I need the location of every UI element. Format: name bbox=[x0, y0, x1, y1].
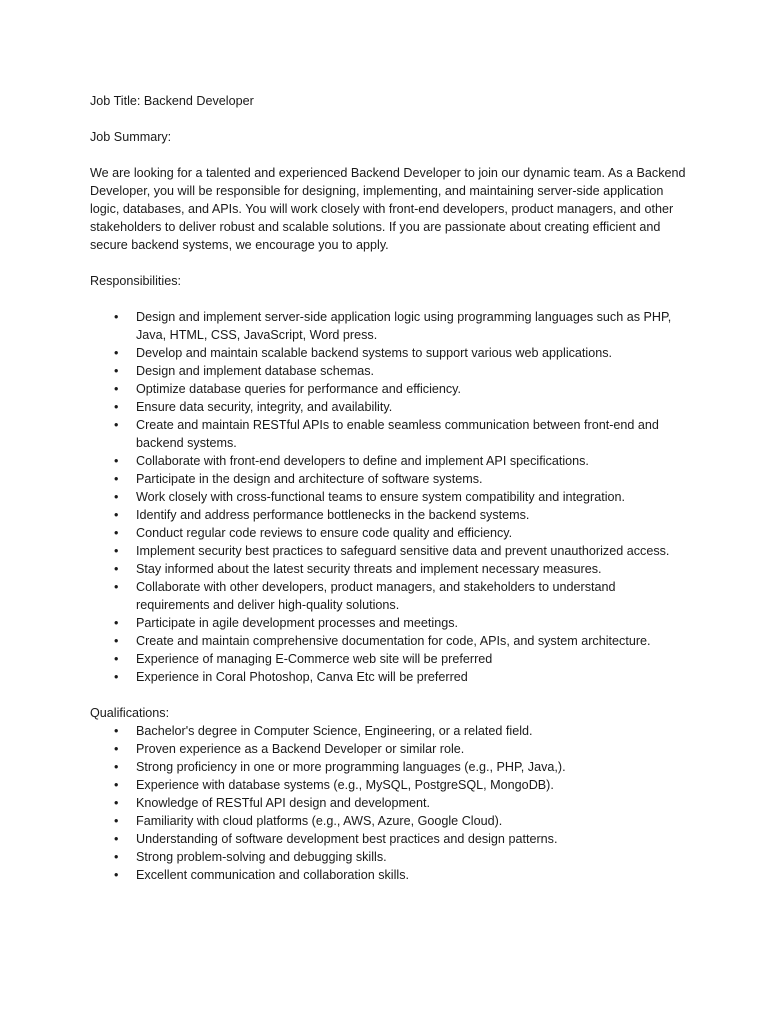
spacer bbox=[90, 686, 690, 704]
responsibility-item bbox=[90, 380, 690, 398]
responsibilities-heading: Responsibilities: bbox=[90, 274, 181, 288]
qualification-item-text: Understanding of software development best practices and design patterns. bbox=[136, 832, 558, 846]
responsibility-item-text: Experience in Coral Photoshop, Canva Etc will be preferred bbox=[136, 670, 468, 684]
responsibility-item-text: Ensure data security, integrity, and availability. bbox=[136, 400, 393, 414]
responsibility-item bbox=[90, 470, 690, 488]
job-summary-text: We are looking for a talented and experienced Backend Developer to join our dynamic team. As a Backend Developer, you will be responsible for designing, implementing, and maintaining server-side application logic, databases, and APIs. You will work closely with front-end developers, product managers, and other stakeholders to deliver robust and scalable solutions. If you are passionate about creating efficient and secure backend systems, we encourage you to apply. bbox=[90, 166, 686, 252]
responsibility-item bbox=[90, 542, 690, 560]
bullet-icon: • bbox=[114, 832, 119, 846]
qualification-item bbox=[90, 794, 690, 812]
responsibility-item bbox=[90, 668, 690, 686]
responsibility-item bbox=[90, 398, 690, 416]
bullet-icon: • bbox=[114, 796, 119, 810]
responsibility-item bbox=[90, 632, 690, 650]
responsibility-item-text: Identify and address performance bottlenecks in the backend systems. bbox=[136, 508, 530, 522]
bullet-icon: • bbox=[114, 616, 119, 630]
bullet-icon: • bbox=[114, 850, 119, 864]
qualifications-list bbox=[90, 722, 690, 884]
qualification-item bbox=[90, 866, 690, 884]
qualification-item bbox=[90, 740, 690, 758]
bullet-icon: • bbox=[114, 382, 119, 396]
bullet-icon: • bbox=[114, 526, 119, 540]
bullet-icon: • bbox=[114, 670, 119, 684]
spacer bbox=[90, 110, 690, 128]
qualifications-heading: Qualifications: bbox=[90, 706, 170, 720]
qualification-item-text: Experience with database systems (e.g., MySQL, PostgreSQL, MongoDB). bbox=[136, 778, 554, 792]
responsibility-item bbox=[90, 650, 690, 668]
qualification-item-text: Strong proficiency in one or more programming languages (e.g., PHP, Java,). bbox=[136, 760, 566, 774]
responsibility-item bbox=[90, 362, 690, 380]
responsibility-item-text: Develop and maintain scalable backend systems to support various web applications. bbox=[136, 346, 613, 360]
bullet-icon: • bbox=[114, 724, 119, 738]
responsibility-item-text: Participate in the design and architecture of software systems. bbox=[136, 472, 483, 486]
bullet-icon: • bbox=[114, 742, 119, 756]
responsibility-item-text: Create and maintain RESTful APIs to enable seamless communication between front-end and backend systems. bbox=[136, 418, 659, 450]
qualification-item-text: Strong problem-solving and debugging skills. bbox=[136, 850, 387, 864]
responsibility-item bbox=[90, 452, 690, 470]
bullet-icon: • bbox=[114, 634, 119, 648]
responsibility-item bbox=[90, 524, 690, 542]
qualification-item-text: Familiarity with cloud platforms (e.g., AWS, Azure, Google Cloud). bbox=[136, 814, 503, 828]
responsibility-item-text: Implement security best practices to safeguard sensitive data and prevent unauthorized access. bbox=[136, 544, 670, 558]
responsibility-item bbox=[90, 416, 690, 452]
responsibility-item-text: Conduct regular code reviews to ensure code quality and efficiency. bbox=[136, 526, 513, 540]
responsibility-item-text: Collaborate with other developers, product managers, and stakeholders to understand requirements and deliver high-quality solutions. bbox=[136, 580, 616, 612]
job-summary-heading: Job Summary: bbox=[90, 130, 172, 144]
bullet-icon: • bbox=[114, 760, 119, 774]
responsibilities-list bbox=[90, 308, 690, 686]
responsibility-item-text: Participate in agile development processes and meetings. bbox=[136, 616, 459, 630]
bullet-icon: • bbox=[114, 814, 119, 828]
responsibility-item bbox=[90, 308, 690, 344]
bullet-icon: • bbox=[114, 580, 119, 594]
bullet-icon: • bbox=[114, 400, 119, 414]
responsibility-item bbox=[90, 344, 690, 362]
bullet-icon: • bbox=[114, 490, 119, 504]
qualification-item bbox=[90, 722, 690, 740]
responsibility-item bbox=[90, 506, 690, 524]
qualification-item-text: Knowledge of RESTful API design and development. bbox=[136, 796, 431, 810]
bullet-icon: • bbox=[114, 364, 119, 378]
bullet-icon: • bbox=[114, 562, 119, 576]
qualification-item-text: Excellent communication and collaboration skills. bbox=[136, 868, 409, 882]
qualification-item bbox=[90, 758, 690, 776]
responsibility-item-text: Experience of managing E-Commerce web site will be preferred bbox=[136, 652, 493, 666]
job-title: Job Title: Backend Developer bbox=[90, 94, 254, 108]
responsibility-item-text: Optimize database queries for performance and efficiency. bbox=[136, 382, 462, 396]
responsibility-item-text: Design and implement database schemas. bbox=[136, 364, 375, 378]
responsibility-item-text: Design and implement server-side application logic using programming languages such as PHP, Java, HTML, CSS, JavaScript, Word press. bbox=[136, 310, 672, 342]
responsibility-item-text: Stay informed about the latest security threats and implement necessary measures. bbox=[136, 562, 602, 576]
qualification-item-text: Bachelor's degree in Computer Science, Engineering, or a related field. bbox=[136, 724, 533, 738]
bullet-icon: • bbox=[114, 652, 119, 666]
bullet-icon: • bbox=[114, 454, 119, 468]
qualification-item bbox=[90, 812, 690, 830]
spacer bbox=[90, 254, 690, 272]
bullet-icon: • bbox=[114, 508, 119, 522]
job-description-document bbox=[90, 92, 690, 884]
bullet-icon: • bbox=[114, 868, 119, 882]
bullet-icon: • bbox=[114, 472, 119, 486]
bullet-icon: • bbox=[114, 346, 119, 360]
responsibility-item bbox=[90, 614, 690, 632]
bullet-icon: • bbox=[114, 544, 119, 558]
responsibility-item-text: Collaborate with front-end developers to define and implement API specifications. bbox=[136, 454, 589, 468]
qualification-item-text: Proven experience as a Backend Developer or similar role. bbox=[136, 742, 465, 756]
bullet-icon: • bbox=[114, 778, 119, 792]
responsibility-item bbox=[90, 560, 690, 578]
qualification-item bbox=[90, 848, 690, 866]
responsibility-item-text: Create and maintain comprehensive documentation for code, APIs, and system architecture. bbox=[136, 634, 651, 648]
qualification-item bbox=[90, 830, 690, 848]
bullet-icon: • bbox=[114, 418, 119, 432]
spacer bbox=[90, 146, 690, 164]
responsibility-item bbox=[90, 578, 690, 614]
qualification-item bbox=[90, 776, 690, 794]
responsibility-item bbox=[90, 488, 690, 506]
bullet-icon: • bbox=[114, 310, 119, 324]
responsibility-item-text: Work closely with cross-functional teams to ensure system compatibility and integration. bbox=[136, 490, 626, 504]
